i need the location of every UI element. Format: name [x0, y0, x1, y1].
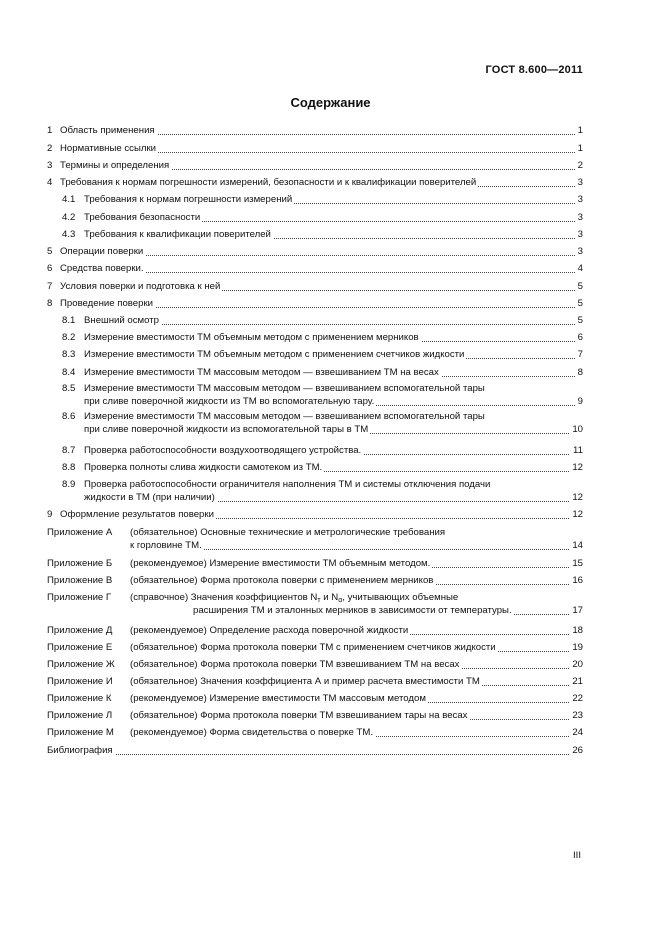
- toc-entry[interactable]: [0, 211, 661, 224]
- toc-entry-page: 12: [569, 508, 583, 521]
- doc-code: ГОСТ 8.600—2011: [485, 64, 583, 76]
- toc-entry[interactable]: [0, 245, 661, 258]
- toc-entry-number: 9: [47, 509, 53, 520]
- toc-entry[interactable]: [0, 142, 661, 155]
- toc-entry-title: Требования к квалификации поверителей: [84, 229, 271, 240]
- toc-entry-number: 8.7: [62, 445, 76, 456]
- toc-entry-page: 12: [569, 461, 583, 474]
- toc-entry-title: Проведение поверки: [60, 298, 154, 309]
- toc-entry-number: Приложение В: [47, 575, 113, 586]
- toc-entry-number: 4.3: [62, 229, 76, 240]
- toc-entry-page: 12: [569, 491, 583, 504]
- toc-entry-title: Измерение вместимости ТМ объемным методом с применением мерников: [84, 332, 419, 343]
- toc-entry-title: Операции поверки: [60, 246, 144, 257]
- toc-entry-title: (справочное) Значения коэффициентов $N_т$ и $N_\alpha$, учитывающих объемные: [130, 591, 460, 607]
- toc-entry-number: 4.1: [62, 194, 76, 205]
- toc-entry-number: 8.3: [62, 349, 76, 360]
- toc-entry[interactable]: [0, 410, 661, 436]
- toc-entry[interactable]: [0, 314, 661, 327]
- toc-entry-title: (обязательное) Форма протокола поверки с применением мерников: [130, 575, 434, 586]
- toc-entry[interactable]: [0, 193, 661, 206]
- toc-entry-title: Измерение вместимости ТМ объемным методом с применением счетчиков жидкости: [84, 349, 465, 360]
- toc-entry-title: Проверка работоспособности воздухоотводящего устройства.: [84, 445, 362, 456]
- toc-entry-page: 5: [575, 280, 583, 293]
- toc-entry-title: (рекомендуемое) Форма свидетельства о поверке ТМ.: [130, 727, 374, 738]
- toc-entry-page: 21: [569, 675, 583, 688]
- toc-entry-title: Измерение вместимости ТМ массовым методом — взвешиванием вспомогательной тары: [84, 383, 485, 394]
- toc-entry[interactable]: [0, 726, 661, 739]
- toc-entry[interactable]: [0, 574, 661, 587]
- toc-entry[interactable]: [0, 478, 661, 504]
- toc-entry-page: 24: [569, 726, 583, 739]
- toc-entry[interactable]: [0, 508, 661, 521]
- toc-entry-page: 22: [569, 692, 583, 705]
- toc-entry-title: Средства поверки.: [60, 263, 144, 274]
- toc-entry-title: (рекомендуемое) Определение расхода поверочной жидкости: [130, 625, 409, 636]
- toc-entry-page: 10: [569, 423, 583, 436]
- toc-entry-title: (обязательное) Основные технические и метрологические требования: [130, 527, 446, 538]
- toc-entry[interactable]: [0, 382, 661, 408]
- toc-entry-number: 7: [47, 281, 53, 292]
- toc-entry-title: к горловине ТМ.: [130, 540, 202, 551]
- toc-entry-title: (обязательное) Форма протокола поверки ТМ с применением счетчиков жидкости: [130, 642, 496, 653]
- toc-entry-number: 8.2: [62, 332, 76, 343]
- toc-entry-number: Приложение Е: [47, 642, 113, 653]
- toc-entry-number: Приложение И: [47, 676, 113, 687]
- toc-entry-title: при сливе поверочной жидкости из ТМ во вспомогательную тару.: [84, 396, 375, 407]
- toc-entry-title: Условия поверки и подготовка к ней: [60, 281, 221, 292]
- toc-entry-title: Проверка работоспособности ограничителя наполнения ТМ и системы отключения подачи: [84, 479, 491, 490]
- toc-entry-title: (рекомендуемое) Измерение вместимости ТМ объемным методом.: [130, 558, 431, 569]
- toc-entry[interactable]: [0, 461, 661, 474]
- toc-entry[interactable]: [0, 591, 661, 617]
- toc-entry[interactable]: [0, 692, 661, 705]
- toc-entry-number: Приложение Г: [47, 592, 112, 603]
- toc-entry-title: Библиография: [47, 745, 113, 756]
- toc-entry-page: 14: [569, 539, 583, 552]
- toc-entry-number: 3: [47, 160, 53, 171]
- toc-entry-title: (обязательное) Форма протокола поверки ТМ взвешиванием ТМ на весах: [130, 659, 460, 670]
- toc-entry[interactable]: [0, 557, 661, 570]
- toc-entry-page: 3: [575, 245, 583, 258]
- toc-entry-page: 11: [570, 444, 583, 457]
- toc-entry[interactable]: [0, 331, 661, 344]
- toc-entry-page: 3: [575, 193, 583, 206]
- toc-entry-page: 19: [569, 641, 583, 654]
- toc-entry[interactable]: [0, 526, 661, 552]
- toc-entry-title: Требования к нормам погрешности измерений: [84, 194, 293, 205]
- toc-entry-number: 8.6: [62, 411, 76, 422]
- toc-entry-number: Приложение Б: [47, 558, 113, 569]
- toc-entry-number: Приложение Л: [47, 710, 113, 721]
- toc-entry[interactable]: [0, 444, 661, 457]
- toc-entry-title: Область применения: [60, 125, 155, 136]
- toc-entry-number: 5: [47, 246, 53, 257]
- toc-entry-number: 8.8: [62, 462, 76, 473]
- toc-entry-title: Оформление результатов поверки: [60, 509, 214, 520]
- toc-entry-title: Требования к нормам погрешности измерений, безопасности и к квалификации поверителей: [60, 177, 477, 188]
- toc-entry-title: Термины и определения: [60, 160, 170, 171]
- toc-entry-number: 8.5: [62, 383, 76, 394]
- toc-entry-page: 2: [575, 159, 583, 172]
- toc-entry[interactable]: [0, 658, 661, 671]
- dot-leader: [88, 314, 577, 325]
- toc-entry-page: 5: [575, 314, 583, 327]
- toc-entry[interactable]: [0, 366, 661, 379]
- toc-entry-title: Внешний осмотр: [84, 315, 159, 326]
- toc-entry-page: 5: [575, 297, 583, 310]
- toc-entry-page: 23: [569, 709, 583, 722]
- toc-entry-number: 6: [47, 263, 53, 274]
- toc-entry-page: 9: [575, 395, 583, 408]
- toc-entry-page: 15: [569, 557, 583, 570]
- toc-entry[interactable]: [0, 675, 661, 688]
- toc-entry[interactable]: [0, 176, 661, 189]
- toc-entry-page: 4: [575, 262, 583, 275]
- toc-entry[interactable]: [0, 348, 661, 361]
- toc-entry-title: (рекомендуемое) Измерение вместимости ТМ массовым методом: [130, 693, 426, 704]
- toc-entry-page: 3: [575, 176, 583, 189]
- toc-entry-title: Проверка полноты слива жидкости самотеком из ТМ.: [84, 462, 323, 473]
- toc-entry-number: 4: [47, 177, 53, 188]
- toc-entry-page: 3: [575, 211, 583, 224]
- toc-entry[interactable]: [0, 297, 661, 310]
- toc-entry-page: 7: [575, 348, 583, 361]
- toc-entry-number: Приложение М: [47, 727, 114, 738]
- toc-entry[interactable]: [0, 280, 661, 293]
- toc-entry-number: 8.4: [62, 367, 76, 378]
- toc-entry-number: Приложение Ж: [47, 659, 115, 670]
- toc-entry-page: 3: [575, 228, 583, 241]
- toc-entry-page: 1: [575, 142, 583, 155]
- toc-entry-number: Приложение К: [47, 693, 112, 704]
- toc-entry-title: при сливе поверочной жидкости из вспомогательной тары в ТМ: [84, 424, 369, 435]
- toc-entry[interactable]: [0, 709, 661, 722]
- toc-entry-page: 17: [569, 604, 583, 617]
- toc-entry-page: 6: [575, 331, 583, 344]
- toc-entry[interactable]: [0, 159, 661, 172]
- toc-entry-page: 26: [569, 744, 583, 757]
- toc-entry-title: расширения ТМ и эталонных мерников в зависимости от температуры.: [193, 605, 512, 616]
- page-number: III: [573, 850, 581, 861]
- toc-entry-page: 8: [575, 366, 583, 379]
- toc-entry-number: Приложение А: [47, 527, 113, 538]
- toc-entry[interactable]: [0, 228, 661, 241]
- toc-entry-page: 20: [569, 658, 583, 671]
- toc-entry-number: 8.1: [62, 315, 76, 326]
- toc-entry-title: Измерение вместимости ТМ массовым методом — взвешиванием вспомогательной тары: [84, 411, 485, 422]
- toc-entry-number: 8: [47, 298, 53, 309]
- toc-entry-page: 18: [569, 624, 583, 637]
- toc-entry-number: 8.9: [62, 479, 76, 490]
- toc-entry-title: Измерение вместимости ТМ массовым методом — взвешиванием ТМ на весах: [84, 367, 439, 378]
- toc-entry-number: 2: [47, 143, 53, 154]
- toc-entry-page: 16: [569, 574, 583, 587]
- toc-entry[interactable]: [0, 641, 661, 654]
- toc-entry-title: (обязательное) Форма протокола поверки ТМ взвешиванием тары на весах: [130, 710, 468, 721]
- toc-entry-number: 1: [47, 125, 53, 136]
- toc-entry[interactable]: [0, 624, 661, 637]
- toc-entry-title: (обязательное) Значения коэффициента А и пример расчета вместимости ТМ: [130, 676, 480, 687]
- toc-entry[interactable]: [0, 262, 661, 275]
- page-title: Содержание: [290, 95, 371, 110]
- toc-entry-number: 4.2: [62, 212, 76, 223]
- toc-entry-number: Приложение Д: [47, 625, 113, 636]
- toc-entry-title: Требования безопасности: [84, 212, 201, 223]
- toc-entry[interactable]: [0, 124, 661, 137]
- toc-entry-page: 1: [575, 124, 583, 137]
- toc-entry-title: жидкости в ТМ (при наличии): [84, 492, 215, 503]
- toc-entry-title: Нормативные ссылки: [60, 143, 157, 154]
- toc-entry[interactable]: [0, 744, 661, 757]
- dot-leader: [51, 744, 577, 755]
